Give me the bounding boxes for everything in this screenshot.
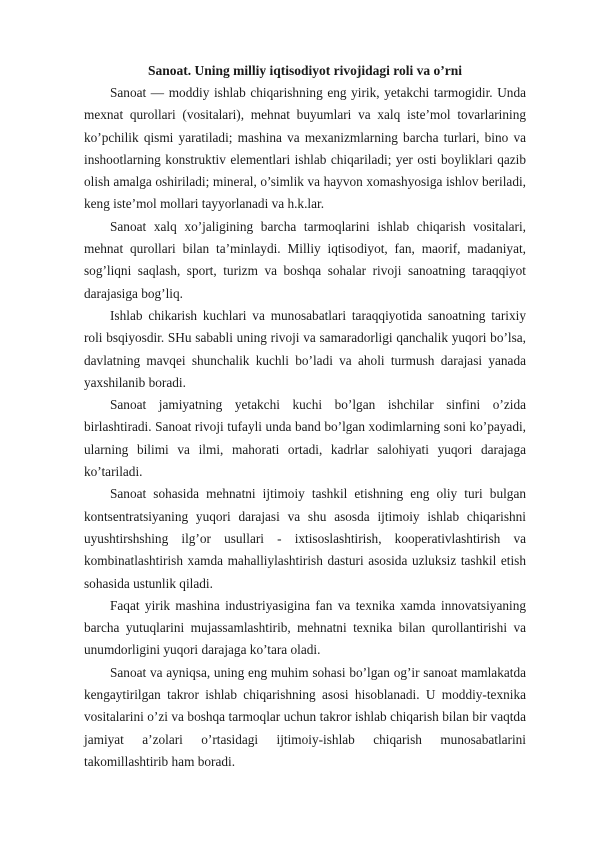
paragraph-4: Sanoat jamiyatning yetakchi kuchi bo’lgan ishchilar sinfini o’zida birlashtiradi. Sanoat rivoji tufayli unda band bo’lgan xodimlarning soni ko’payadi, ularning bilimi va ilmi, mahorati ortadi, kadrlar salohiyati yuqori darajaga ko’tariladi. (84, 397, 526, 480)
paragraph-7: Sanoat va ayniqsa, uning eng muhim sohasi bo’lgan og’ir sanoat mamlakatda kengaytirilgan takror ishlab chiqarishning asosi hisoblanadi. U moddiy-texnika vositalarini o’zi va boshqa tarmoqlar uchun takror ishlab chiqarish bilan bir vaqtda jamiyat a’zolari o’rtasidagi ijtimoiy-ishlab chiqarish munosabatlarini takomillashtirib ham boradi. (84, 664, 526, 769)
paragraph-6: Faqat yirik mashina industriyasigina fan va texnika xamda innovatsiyaning barcha yutuqlarini mujassamlashtirib, mehnatni texnika bilan qurollantirishi va unumdorligini yuqori darajaga ko’tara oladi. (84, 597, 526, 658)
paragraph-1: Sanoat — moddiy ishlab chiqarishning eng yirik, yetakchi tarmogidir. Unda mexnat qurollari (vositalari), mehnat buyumlari va xalq iste’mol tovarlarining ko’pchilik qismi yaratiladi; mashina va mexanizmlarning barcha turlari, bino va inshootlarning konstruktiv elementlari ishlab chiqariladi; yer osti boyliklari qazib olish amalga oshiriladi; mineral, o’simlik va hayvon xomashyosiga ishlov beriladi, keng iste’mol mollari tayyorlanadi va h.k.lar. (84, 85, 526, 212)
paragraph-2: Sanoat xalq xo’jaligining barcha tarmoqlarini ishlab chiqarish vositalari, mehnat qurollari bilan ta’minlaydi. Milliy iqtisodiyot, fan, maorif, madaniyat, sog’liqni saqlash, sport, turizm va boshqa sohalar rivoji sanoatning taraqqiyot darajasiga bog’liq. (84, 218, 526, 301)
paragraph-5: Sanoat sohasida mehnatni ijtimoiy tashkil etishning eng oliy turi bulgan kontsentratsiyaning yuqori darajasi va shu asosda ijtimoiy ishlab chiqarishni uyushtirshshing ilg’or usullari - ixtisoslashtirish, kooperativlashtirish va kombinatlashtirish xamda mahalliylashtirish dasturi asosida uzluksiz tashkil etish sohasida ustunlik qiladi. (84, 486, 526, 591)
paragraph-3: Ishlab chikarish kuchlari va munosabatlari taraqqiyotida sanoatning tarixiy roli bsqiyosdir. SHu sababli uning rivoji va samaradorligi qanchalik yuqori bo’lsa, davlatning mavqei shunchalik kuchli bo’ladi va aholi turmush darajasi yanada yaxshilanib boradi. (84, 307, 526, 390)
document-title: Sanoat. Uning milliy iqtisodiyot rivojidagi roli va o’rni (147, 63, 463, 78)
